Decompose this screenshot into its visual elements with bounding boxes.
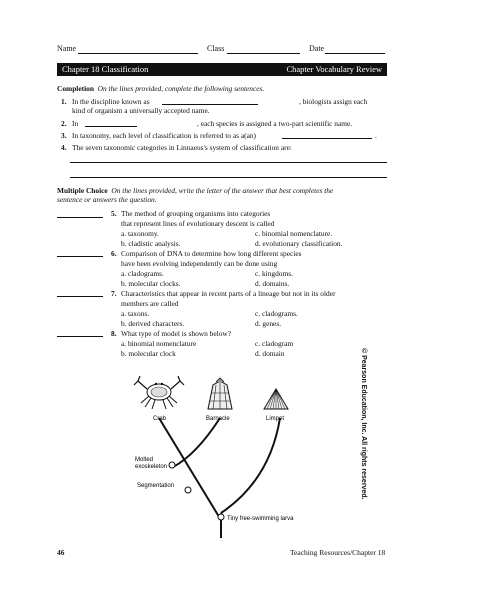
q4-number: 4.: [61, 143, 67, 152]
q5-option-c: c. binomial nomenclature.: [255, 229, 333, 238]
mc-title: Multiple Choice: [57, 186, 108, 195]
q2-text: In: [72, 119, 79, 128]
q4-answer-line-2[interactable]: [70, 177, 387, 178]
q5-option-a: a. taxonomy.: [121, 229, 159, 238]
q5-number: 5.: [111, 209, 117, 218]
q4-text: The seven taxonomic categories in Linnaeus's system of classification are:: [72, 143, 292, 152]
molted-exoskeleton-node: [169, 462, 175, 468]
class-field[interactable]: [227, 53, 300, 54]
footer-source: Teaching Resources/Chapter 18: [290, 548, 386, 557]
copyright-notice: © Pearson Education, Inc. All rights reserved.: [360, 348, 367, 500]
crab-branch: [159, 418, 221, 520]
completion-title: Completion: [57, 84, 94, 93]
q6-number: 6.: [111, 249, 117, 258]
q1-number: 1.: [61, 97, 67, 106]
q7-answer-line[interactable]: [57, 296, 103, 297]
date-field[interactable]: [325, 53, 385, 54]
q5-option-b: b. cladistic analysis.: [121, 239, 181, 248]
q6-option-c: c. kingdoms.: [255, 269, 293, 278]
barnacle-illustration: [208, 378, 232, 409]
limpet-label: Limpet: [266, 416, 285, 422]
q8-option-b: b. molecular clock: [121, 349, 176, 358]
page-number: 46: [57, 548, 65, 557]
cladogram-diagram: [120, 365, 320, 540]
q7-option-d: d. genes.: [255, 319, 282, 328]
q8-number: 8.: [111, 329, 117, 338]
q2-text-2: , each species is assigned a two-part scientific name.: [197, 119, 353, 128]
crab-illustration: [134, 376, 184, 409]
chapter-banner: [57, 63, 387, 76]
q6-option-b: b. molecular clocks.: [121, 279, 181, 288]
mc-heading: [57, 186, 397, 204]
mc-instructions: On the lines provided, write the letter of the answer that best completes the: [111, 186, 334, 195]
q5-line-2: that represent lines of evolutionary descent is called: [121, 219, 275, 228]
larva-label: Tiny free-swimming larva: [227, 516, 294, 522]
mc-instructions-2: sentence or answers the question.: [57, 195, 157, 205]
q5-option-d: d. evolutionary classification.: [255, 239, 343, 248]
segmentation-node: [185, 487, 191, 493]
crab-label: Crab: [153, 416, 167, 422]
class-label: Class: [207, 44, 225, 53]
q7-option-a: a. taxons.: [121, 309, 150, 318]
q2-number: 2.: [61, 119, 67, 128]
q6-option-a: a. cladograms.: [121, 269, 164, 278]
q3-answer-line[interactable]: [282, 138, 372, 139]
q1-text: In the discipline known as: [72, 97, 150, 106]
limpet-illustration: [264, 389, 288, 409]
q3-period: .: [375, 131, 377, 140]
q2-answer-line[interactable]: [85, 126, 137, 127]
completion-heading: [57, 84, 264, 93]
name-field[interactable]: [78, 53, 198, 54]
q1-text-2: , biologists assign each: [299, 97, 368, 106]
q3-text: In taxonomy, each level of classification is referred to as a(an): [72, 131, 257, 140]
q8-line-1: What type of model is shown below?: [121, 329, 232, 338]
q7-line-2: members are called: [121, 299, 179, 308]
q5-answer-line[interactable]: [57, 217, 103, 218]
q7-option-b: b. derived characters.: [121, 319, 185, 328]
q1-text-3: kind of organism a universally accepted name.: [72, 106, 210, 115]
barnacle-label: Barnacle: [206, 416, 230, 422]
q3-number: 3.: [61, 131, 67, 140]
segmentation-label: Segmentation: [137, 483, 175, 489]
q8-option-c: c. cladogram: [255, 339, 294, 348]
q8-option-d: d. domain: [255, 349, 285, 358]
date-label: Date: [309, 44, 325, 53]
completion-instructions: On the lines provided, complete the following sentences.: [97, 84, 265, 93]
banner-title: Chapter 18 Classification: [62, 64, 149, 74]
name-label: Name: [57, 44, 77, 53]
banner-subtitle: Chapter Vocabulary Review: [286, 64, 382, 74]
barnacle-branch: [173, 418, 220, 467]
q8-answer-line[interactable]: [57, 336, 103, 337]
q6-answer-line[interactable]: [57, 256, 103, 257]
larva-node: [218, 514, 224, 520]
q7-line-1: Characteristics that appear in recent parts of a lineage but not in its older: [121, 289, 336, 298]
molted-label: Molted: [135, 457, 154, 463]
q6-line-1: Comparison of DNA to determine how long different species: [121, 249, 302, 258]
limpet-branch: [221, 418, 280, 513]
q4-answer-line-1[interactable]: [70, 162, 387, 163]
q7-number: 7.: [111, 289, 117, 298]
q5-line-1: The method of grouping organisms into categories: [121, 209, 271, 218]
q1-answer-line[interactable]: [162, 104, 258, 105]
q8-option-a: a. binomial nomenclature: [121, 339, 197, 348]
q7-option-c: c. cladograms.: [255, 309, 298, 318]
exoskeleton-label: exoskeleton: [135, 464, 168, 470]
q6-line-2: have been evolving independently can be done using: [121, 259, 278, 268]
q6-option-d: d. domains.: [255, 279, 290, 288]
